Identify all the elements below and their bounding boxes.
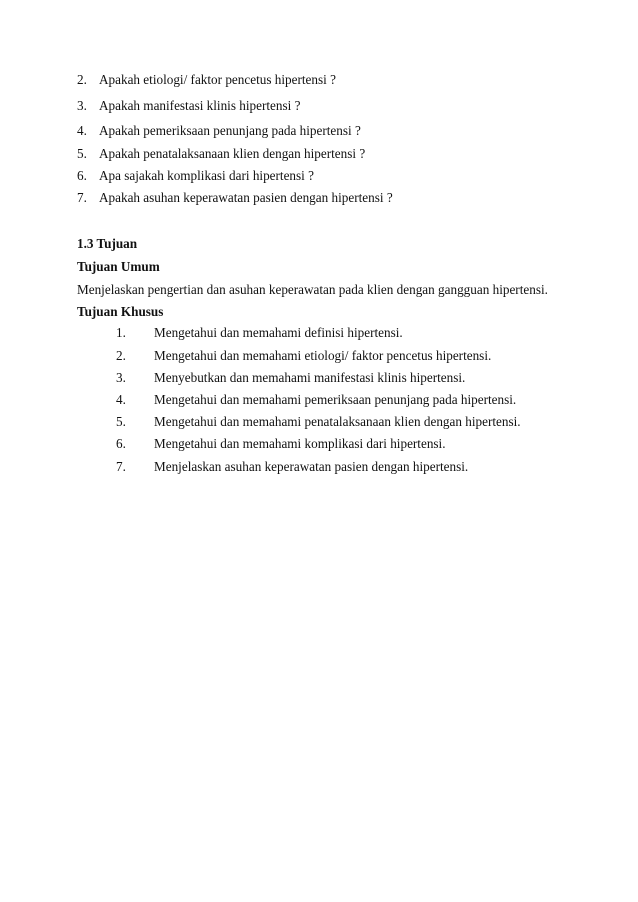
question-number: 5. <box>77 146 87 161</box>
objective-number: 6. <box>116 436 126 451</box>
objective-item <box>116 414 556 430</box>
question-text: Apa sajakah komplikasi dari hipertensi ? <box>99 168 314 183</box>
objective-item <box>116 436 556 452</box>
objective-text: Menjelaskan asuhan keperawatan pasien dengan hipertensi. <box>154 459 469 474</box>
question-item <box>77 123 497 139</box>
objective-number: 7. <box>116 459 126 474</box>
question-number: 4. <box>77 123 87 138</box>
section-heading: 1.3 Tujuan <box>77 236 138 251</box>
objective-text: Menyebutkan dan memahami manifestasi klinis hipertensi. <box>154 370 466 385</box>
question-text: Apakah asuhan keperawatan pasien dengan hipertensi ? <box>99 190 393 205</box>
question-number: 7. <box>77 190 87 205</box>
objective-number: 4. <box>116 392 126 407</box>
objective-text: Mengetahui dan memahami etiologi/ faktor pencetus hipertensi. <box>154 348 492 363</box>
question-text: Apakah manifestasi klinis hipertensi ? <box>99 98 301 113</box>
objective-text: Mengetahui dan memahami definisi hipertensi. <box>154 325 403 340</box>
objective-item <box>116 392 556 408</box>
objective-number: 2. <box>116 348 126 363</box>
objective-item <box>116 348 556 364</box>
question-item <box>77 146 497 162</box>
question-item <box>77 190 497 206</box>
question-item <box>77 168 497 184</box>
objective-text: Mengetahui dan memahami penatalaksanaan klien dengan hipertensi. <box>154 414 521 429</box>
question-item <box>77 98 497 114</box>
objective-number: 3. <box>116 370 126 385</box>
question-text: Apakah pemeriksaan penunjang pada hipertensi ? <box>99 123 361 138</box>
question-number: 6. <box>77 168 87 183</box>
question-text: Apakah etiologi/ faktor pencetus hipertensi ? <box>99 72 336 87</box>
tujuan-umum-title: Tujuan Umum <box>77 259 160 274</box>
question-number: 2. <box>77 72 87 87</box>
objective-text: Mengetahui dan memahami pemeriksaan penunjang pada hipertensi. <box>154 392 517 407</box>
objective-item <box>116 459 556 475</box>
objective-item <box>116 325 556 341</box>
tujuan-khusus-title: Tujuan Khusus <box>77 304 164 319</box>
question-text: Apakah penatalaksanaan klien dengan hipertensi ? <box>99 146 366 161</box>
objective-number: 5. <box>116 414 126 429</box>
question-number: 3. <box>77 98 87 113</box>
objective-number: 1. <box>116 325 126 340</box>
question-item <box>77 72 497 88</box>
objective-item <box>116 370 556 386</box>
objective-text: Mengetahui dan memahami komplikasi dari hipertensi. <box>154 436 446 451</box>
tujuan-umum-text: Menjelaskan pengertian dan asuhan keperawatan pada klien dengan gangguan hipertensi. <box>77 282 548 297</box>
